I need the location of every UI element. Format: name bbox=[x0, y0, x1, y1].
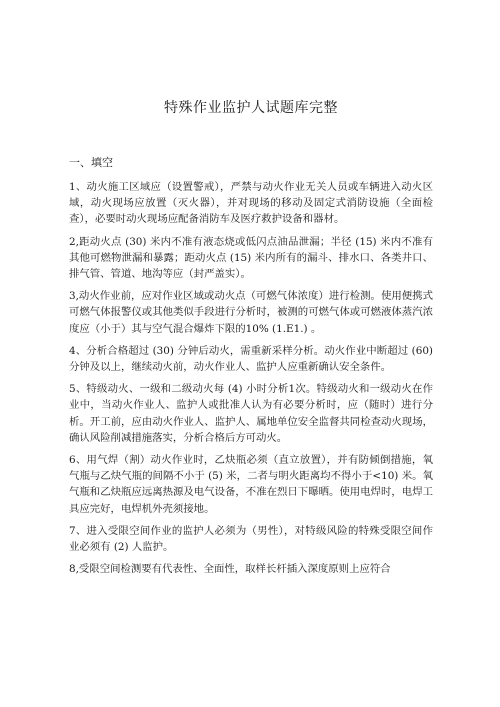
paragraph-2: 2,距动火点 (30) 米内不准有液态烧或低闪点油品泄漏；半径 (15) 米内不准有其他可燃物泄漏和暴露；距动火点 (15) 米内所有的漏斗、排水口、各类井口、排气管、管道、地沟等应（封严盖实）。 bbox=[69, 235, 433, 281]
section-heading: 一、填空 bbox=[69, 156, 113, 169]
paragraph-6: 6、用气焊（割）动火作业时，乙炔瓶必须（直立放置），并有防倾倒措施，氧气瓶与乙炔气瓶的间隔不小于 (5) 米，二者与明火距离均不得小于<10) 米。氧气瓶和乙炔瓶应远离热源及电气设备，不准在烈日下曝晒。使用电焊时，电焊工具应完好，电焊机外壳须接地。 bbox=[69, 454, 433, 515]
paragraph-8: 8,受限空间检测要有代表性、全面性，取样长杆插入深度原则上应符合 bbox=[69, 563, 391, 576]
paragraph-5: 5、特级动火、一级和二级动火每 (4) 小时分析1次。特级动火和一级动火在作业中，当动火作业人、监护人或批准人认为有必要分析时，应（随时）进行分析。开工前，应由动火作业人、监护人、属地单位安全监督共同检查动火现场，确认风险削减措施落实，分析合格后方可动火。 bbox=[69, 383, 433, 444]
paragraph-4: 4、分析合格超过 (30) 分钟后动火，需重新采样分析。动火作业中断超过 (60) 分钟及以上，继续动火前，动火作业人、监护人应重新确认安全条件。 bbox=[69, 344, 433, 374]
document-title: 特殊作业监护人试题库完整 bbox=[164, 100, 338, 116]
paragraph-3: 3,动火作业前，应对作业区域或动火点（可燃气体浓度）进行检测。使用便携式可燃气体报警仪或其他类似手段进行分析时，被测的可燃气体或可燃液体蒸汽浓度应（小于）其与空气混合爆炸下限的10% (1.E1.) 。 bbox=[69, 290, 433, 335]
paragraph-7: 7、进入受限空间作业的监护人必须为（男性），对特级风险的特殊受限空间作业必须有 (2) 人监护。 bbox=[69, 524, 433, 554]
paragraph-1: 1、动火施工区域应（设置警戒），严禁与动火作业无关人员或车辆进入动火区域，动火现场应放置（灭火器），并对现场的移动及固定式消防设施（全面检查），必要时动火现场应配备消防车及医疗救护设备和器材。 bbox=[69, 181, 433, 226]
